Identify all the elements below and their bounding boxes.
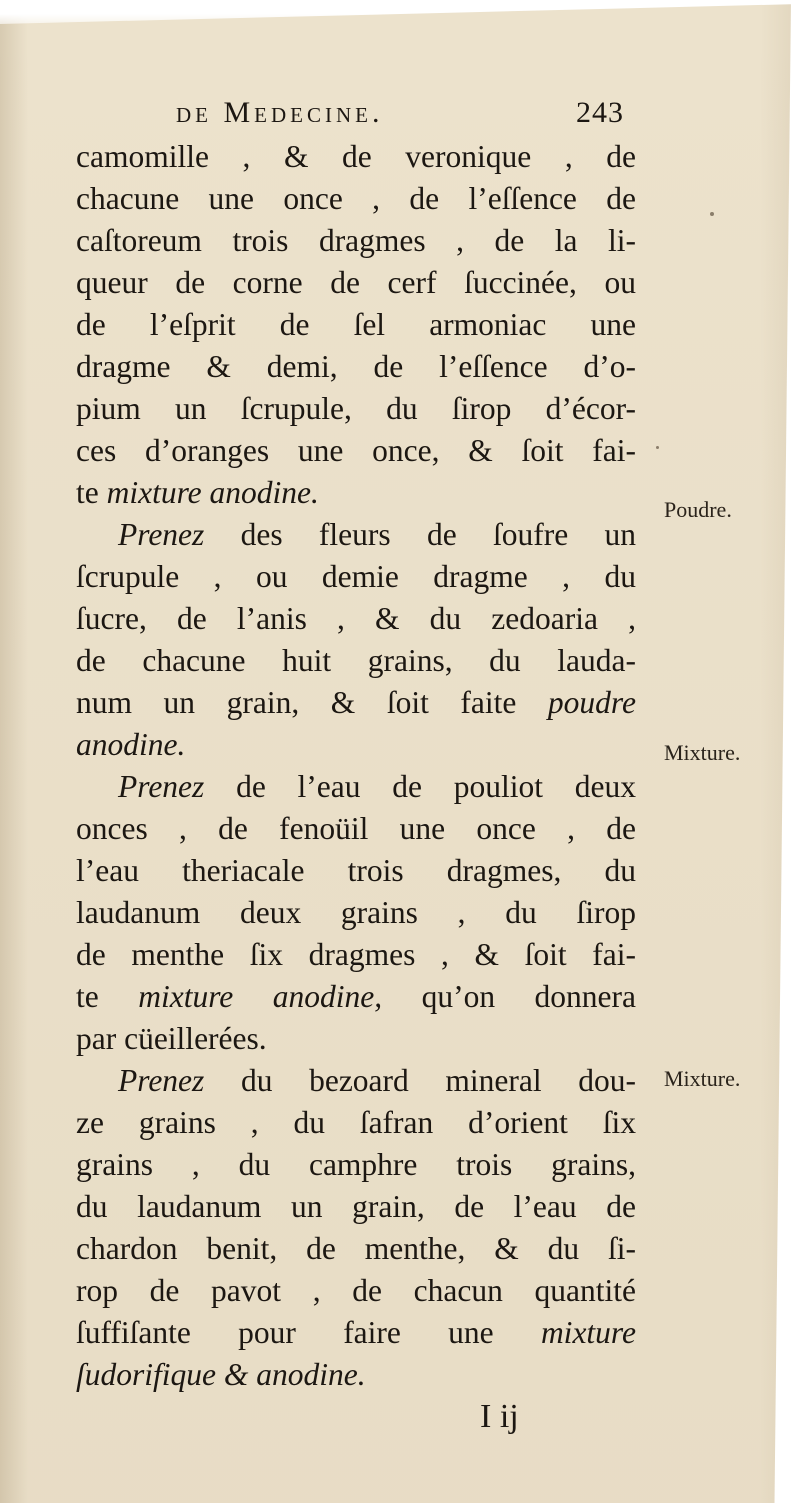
roman-text: te bbox=[76, 475, 107, 510]
text-line bbox=[76, 1228, 636, 1270]
text-line bbox=[76, 1060, 636, 1102]
body-text bbox=[76, 136, 636, 1396]
roman-text: ſucre, de l’anis , & du zedoaria , bbox=[76, 601, 636, 636]
ink-speck bbox=[656, 446, 659, 449]
roman-text: de l’eſprit de ſel armoniac une bbox=[76, 307, 636, 342]
text-line bbox=[76, 598, 636, 640]
roman-text: ces d’oranges une once, & ſoit fai- bbox=[76, 433, 636, 468]
text-line bbox=[76, 766, 636, 808]
roman-text: de menthe ſix dragmes , & ſoit fai- bbox=[76, 937, 636, 972]
roman-text: par cüeillerées. bbox=[76, 1021, 267, 1056]
roman-text: camomille , & de veronique , de bbox=[76, 139, 636, 174]
text-line bbox=[76, 1102, 636, 1144]
roman-text: qu’on donnera bbox=[382, 979, 636, 1014]
running-title: de Medecine. bbox=[176, 96, 384, 129]
page-number: 243 bbox=[576, 96, 624, 129]
text-line bbox=[76, 976, 636, 1018]
text-line bbox=[76, 514, 636, 556]
roman-text: des fleurs de ſoufre un bbox=[204, 517, 636, 552]
text-line bbox=[76, 304, 636, 346]
signature-mark: I ij bbox=[480, 1398, 519, 1435]
roman-text: du bezoard mineral dou- bbox=[204, 1063, 636, 1098]
margin-note-poudre: Poudre. bbox=[664, 497, 732, 522]
italic-text: mixture bbox=[540, 1315, 636, 1350]
text-line bbox=[76, 220, 636, 262]
italic-text: Prenez bbox=[118, 1063, 205, 1098]
text-line bbox=[76, 640, 636, 682]
roman-text: l’eau theriacale trois dragmes, du bbox=[76, 853, 636, 888]
roman-text: laudanum deux grains , du ſirop bbox=[76, 895, 636, 930]
roman-text: de l’eau de pouliot deux bbox=[204, 769, 636, 804]
italic-text: ſudorifique & anodine. bbox=[76, 1357, 366, 1392]
roman-text: ſcrupule , ou demie dragme , du bbox=[76, 559, 636, 594]
italic-text: Prenez bbox=[118, 769, 205, 804]
text-line bbox=[76, 346, 636, 388]
roman-text: de chacune huit grains, du lauda- bbox=[76, 643, 636, 678]
roman-text: chacune une once , de l’eſſence de bbox=[76, 181, 636, 216]
italic-text: Prenez bbox=[118, 517, 205, 552]
italic-text: anodine. bbox=[76, 727, 186, 762]
text-line bbox=[76, 262, 636, 304]
text-line bbox=[76, 1186, 636, 1228]
text-line bbox=[76, 178, 636, 220]
italic-text: mixture anodine, bbox=[138, 979, 383, 1014]
roman-text: te bbox=[76, 979, 139, 1014]
text-line bbox=[76, 430, 636, 472]
margin-note-mixture-1: Mixture. bbox=[664, 740, 741, 765]
text-line bbox=[76, 388, 636, 430]
roman-text: ſuffiſante pour faire une bbox=[76, 1315, 541, 1350]
text-line bbox=[76, 136, 636, 178]
text-line bbox=[76, 1354, 636, 1396]
roman-text: num un grain, & ſoit faite bbox=[76, 685, 548, 720]
text-line bbox=[76, 1312, 636, 1354]
text-line bbox=[76, 724, 636, 766]
roman-text: dragme & demi, de l’eſſence d’o- bbox=[76, 349, 636, 384]
text-line bbox=[76, 808, 636, 850]
italic-text: mixture anodine. bbox=[106, 475, 319, 510]
ink-speck bbox=[710, 212, 714, 216]
text-line bbox=[76, 556, 636, 598]
roman-text: chardon benit, de menthe, & du ſi- bbox=[76, 1231, 636, 1266]
text-line bbox=[76, 934, 636, 976]
roman-text: onces , de fenoüil une once , de bbox=[76, 811, 636, 846]
roman-text: rop de pavot , de chacun quantité bbox=[76, 1273, 636, 1308]
text-line bbox=[76, 1144, 636, 1186]
page-text-block bbox=[76, 92, 636, 1396]
roman-text: grains , du camphre trois grains, bbox=[76, 1147, 636, 1182]
roman-text: caſtoreum trois dragmes , de la li- bbox=[76, 223, 636, 258]
margin-note-mixture-2: Mixture. bbox=[664, 1066, 741, 1091]
italic-text: poudre bbox=[547, 685, 636, 720]
text-line bbox=[76, 1270, 636, 1312]
text-line bbox=[76, 682, 636, 724]
running-header bbox=[176, 92, 624, 134]
roman-text: pium un ſcrupule, du ſirop d’écor- bbox=[76, 391, 636, 426]
text-line bbox=[76, 892, 636, 934]
roman-text: queur de corne de cerf ſuccinée, ou bbox=[76, 265, 636, 300]
text-line bbox=[76, 1018, 636, 1060]
text-line bbox=[76, 472, 636, 514]
text-line bbox=[76, 850, 636, 892]
roman-text: ze grains , du ſafran d’orient ſix bbox=[76, 1105, 636, 1140]
roman-text: du laudanum un grain, de l’eau de bbox=[76, 1189, 636, 1224]
